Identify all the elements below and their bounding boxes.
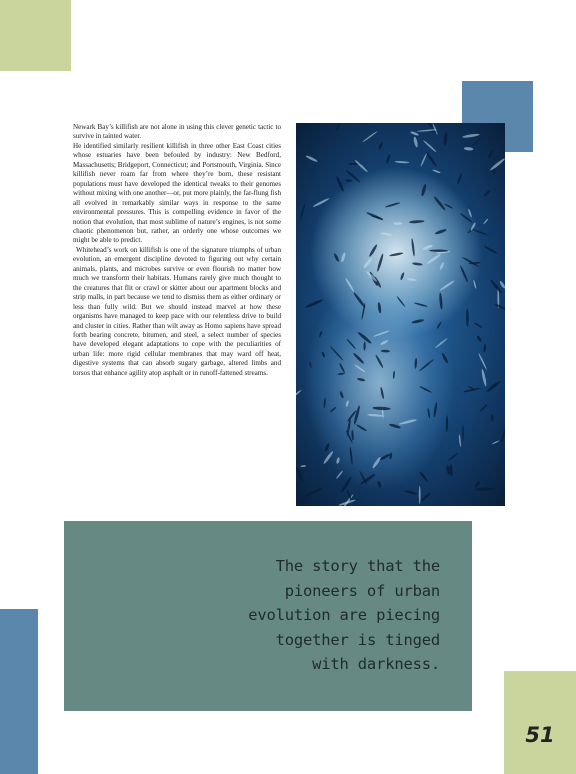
decorative-block-bottom-left bbox=[0, 609, 38, 774]
decorative-block-top-left bbox=[0, 0, 71, 71]
body-paragraph-1: Newark Bay’s killifish are not alone in using this clever genetic tactic to survive in tainted water. bbox=[73, 123, 281, 141]
body-paragraph-3: Whitehead’s work on killifish is one of the signature triumphs of urban evolution, an emergent discipline devoted to figuring out why certain animals, plants, and microbes survive or even flourish no matter how much we transform their habitats. Humans rarely give much thought to the creatures that flit or crawl or skitter about our apartment blocks and strip malls, in part because we tend to dismiss them as either ordinary or less than fully wild. But we should instead marvel at how these organisms have managed to keep pace with our relentless drive to build and cluster in cities. Rather than wilt away as Homo sapiens have spread forth bearing concrete, bitumen, and steel, a select number of species have developed elegant adaptations to cope with the peculiarities of urban life: more rigid cellular membranes that may ward off heat, digestive systems that can absorb sugary garbage, altered limbs and torsos that enhance agility atop asphalt or in runoff-fattened streams. bbox=[73, 245, 281, 377]
page-number: 51 bbox=[525, 723, 555, 747]
article-body bbox=[73, 123, 281, 378]
fish-school-photo bbox=[296, 123, 505, 506]
pull-quote-text: The story that the pioneers of urban evolution are piecing together is tinged with darkness. bbox=[248, 557, 440, 673]
body-paragraph-2: He identified similarly resilient killifish in three other East Coast cities whose estuaries have been befouled by industry: New Bedford, Massachusetts; Bridgeport, Connecticut; and Portsmouth, Virginia. Since killifish never roam far from where they’re born, these resistant populations must have developed the identical tweaks to their genomes without mixing with one another—or, put more plainly, the far-flung fish all evolved in remarkably similar ways in response to the same environmental pressures. This is compelling evidence in favor of the notion that evolution, that most sublime of nature’s engines, is not some chaotic phenomenon but, rather, an orderly one whose outcomes we might be able to predict. bbox=[73, 141, 281, 245]
fish-school-illustration bbox=[296, 123, 505, 506]
pull-quote-box bbox=[64, 521, 472, 711]
